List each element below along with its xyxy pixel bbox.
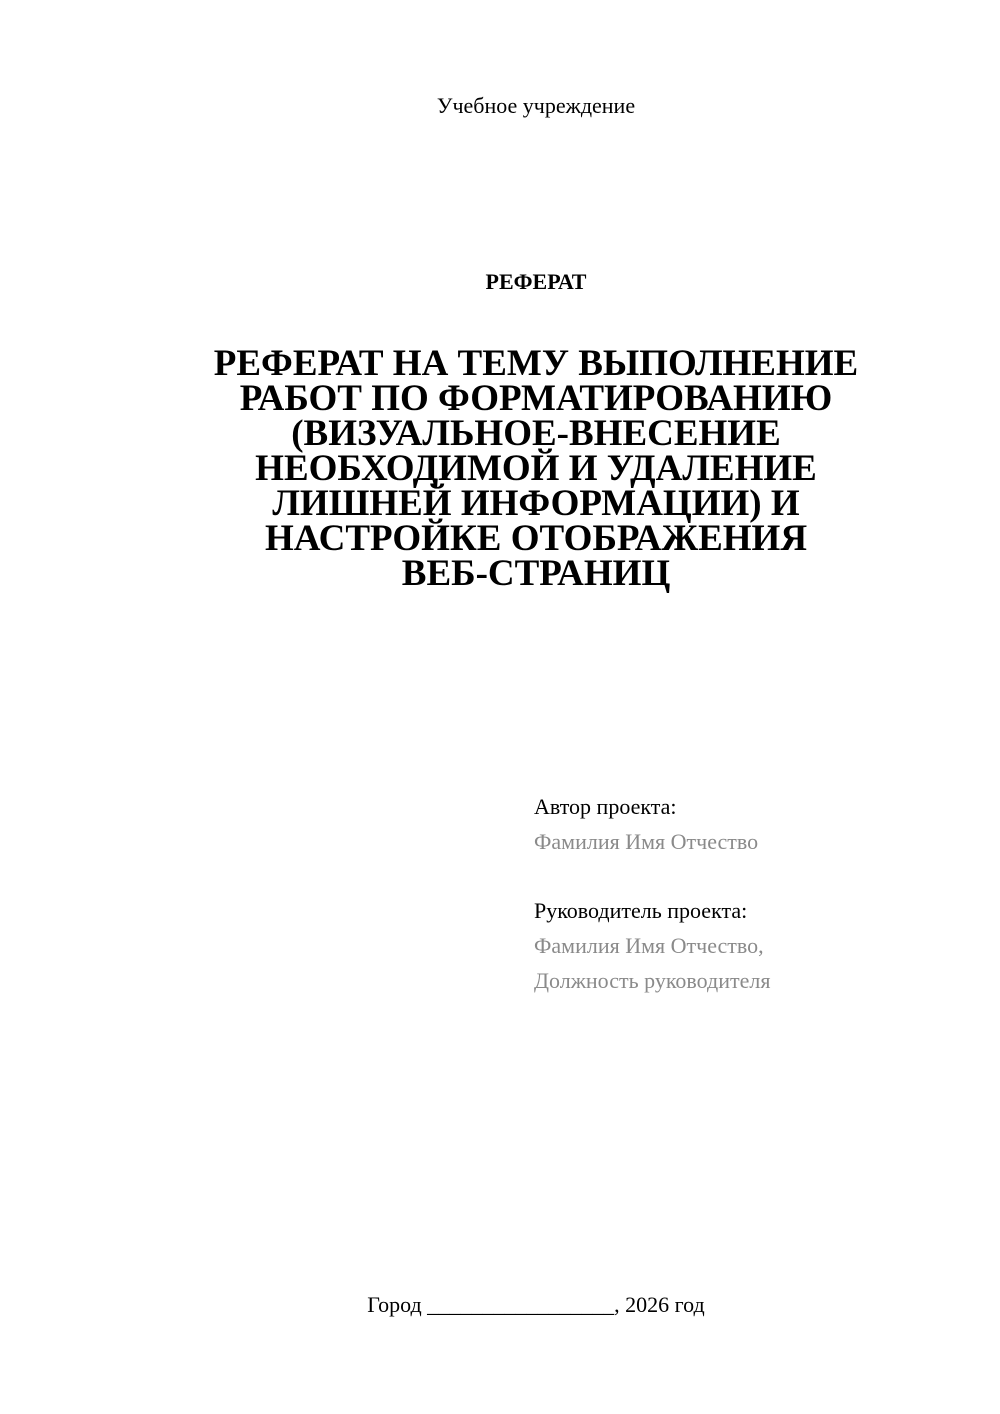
institution-name: Учебное учреждение [436,93,636,118]
author-name: Фамилия Имя Отчество [534,829,759,854]
title-line: ВЕБ-СТРАНИЦ [401,553,671,594]
author-label: Автор проекта: [534,794,677,819]
title-line: РАБОТ ПО ФОРМАТИРОВАНИЮ [239,378,833,419]
title-line: РЕФЕРАТ НА ТЕМУ ВЫПОЛНЕНИЕ [213,343,859,384]
title-line: ЛИШНЕЙ ИНФОРМАЦИИ) И [272,483,800,524]
spacer [534,859,974,893]
title-line: (ВИЗУАЛЬНОЕ-ВНЕСЕНИЕ [291,413,781,454]
city-year-line: Город _________________, 2026 год [367,1292,705,1317]
document-title [150,343,922,594]
title-line: НАСТРОЙКЕ ОТОБРАЖЕНИЯ [264,518,808,559]
supervisor-name: Фамилия Имя Отчество, [534,933,764,958]
credits-block [534,789,974,998]
supervisor-label: Руководитель проекта: [534,898,748,923]
supervisor-position: Должность руководителя [534,968,771,993]
document-type: РЕФЕРАТ [485,269,587,294]
title-line: НЕОБХОДИМОЙ И УДАЛЕНИЕ [255,448,817,489]
